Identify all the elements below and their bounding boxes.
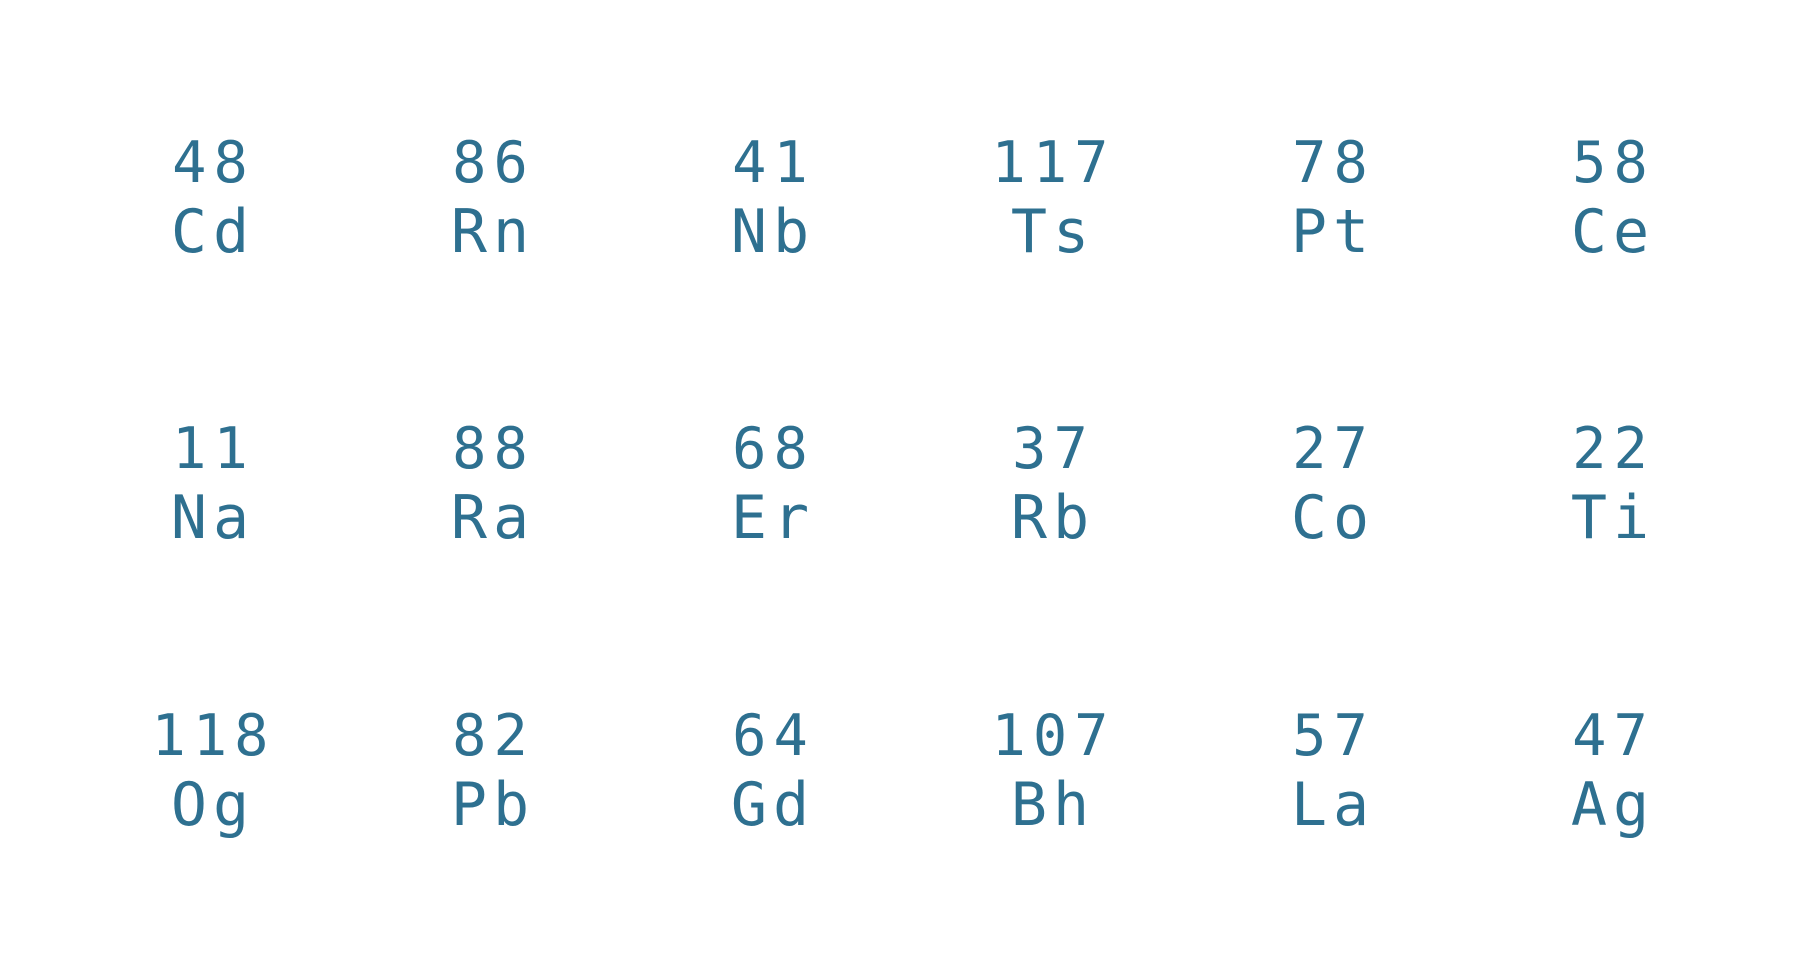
element-symbol: Ce (1570, 196, 1656, 267)
element-symbol: Pt (1290, 196, 1376, 267)
element-tile-cd (165, 129, 256, 267)
atomic-number: 41 (732, 129, 815, 196)
atomic-number: 107 (991, 703, 1116, 770)
element-symbol: Gd (730, 770, 816, 841)
atomic-number: 57 (1292, 703, 1375, 770)
element-tile-ag (1565, 703, 1656, 841)
element-symbol: Ti (1570, 483, 1656, 554)
element-tile-ti (1565, 416, 1656, 554)
atomic-number: 88 (452, 416, 535, 483)
atomic-number: 58 (1572, 129, 1655, 196)
element-tile-rn (445, 129, 536, 267)
element-symbol: Bh (1010, 770, 1096, 841)
element-symbol: Ag (1570, 770, 1656, 841)
element-tile-ts (985, 129, 1116, 267)
atomic-number: 47 (1572, 703, 1655, 770)
atomic-number: 118 (151, 703, 276, 770)
atomic-number: 86 (452, 129, 535, 196)
element-tile-grid (70, 55, 1750, 915)
element-symbol: Ts (1010, 196, 1096, 267)
element-symbol: Cd (170, 196, 256, 267)
element-tile-la (1285, 703, 1376, 841)
element-symbol: Er (730, 483, 816, 554)
element-tile-pb (445, 703, 536, 841)
element-tile-gd (725, 703, 816, 841)
element-symbol: La (1290, 770, 1376, 841)
element-symbol: Pb (450, 770, 536, 841)
atomic-number: 64 (732, 703, 815, 770)
atomic-number: 22 (1572, 416, 1655, 483)
element-tile-na (165, 416, 256, 554)
atomic-number: 78 (1292, 129, 1375, 196)
element-tile-er (725, 416, 816, 554)
element-symbol: Na (170, 483, 256, 554)
element-tile-nb (725, 129, 816, 267)
atomic-number: 11 (172, 416, 255, 483)
element-tile-og (145, 703, 276, 841)
element-tile-bh (985, 703, 1116, 841)
element-symbol: Rb (1010, 483, 1096, 554)
element-tile-rb (1005, 416, 1096, 554)
atomic-number: 37 (1012, 416, 1095, 483)
atomic-number: 117 (991, 129, 1116, 196)
element-symbol: Ra (450, 483, 536, 554)
element-symbol: Co (1290, 483, 1376, 554)
element-tile-ra (445, 416, 536, 554)
element-symbol: Og (170, 770, 256, 841)
element-symbol: Nb (730, 196, 816, 267)
element-tile-ce (1565, 129, 1656, 267)
atomic-number: 82 (452, 703, 535, 770)
element-tile-co (1285, 416, 1376, 554)
element-tile-pt (1285, 129, 1376, 267)
element-symbol: Rn (450, 196, 536, 267)
atomic-number: 48 (172, 129, 255, 196)
atomic-number: 68 (732, 416, 815, 483)
atomic-number: 27 (1292, 416, 1375, 483)
